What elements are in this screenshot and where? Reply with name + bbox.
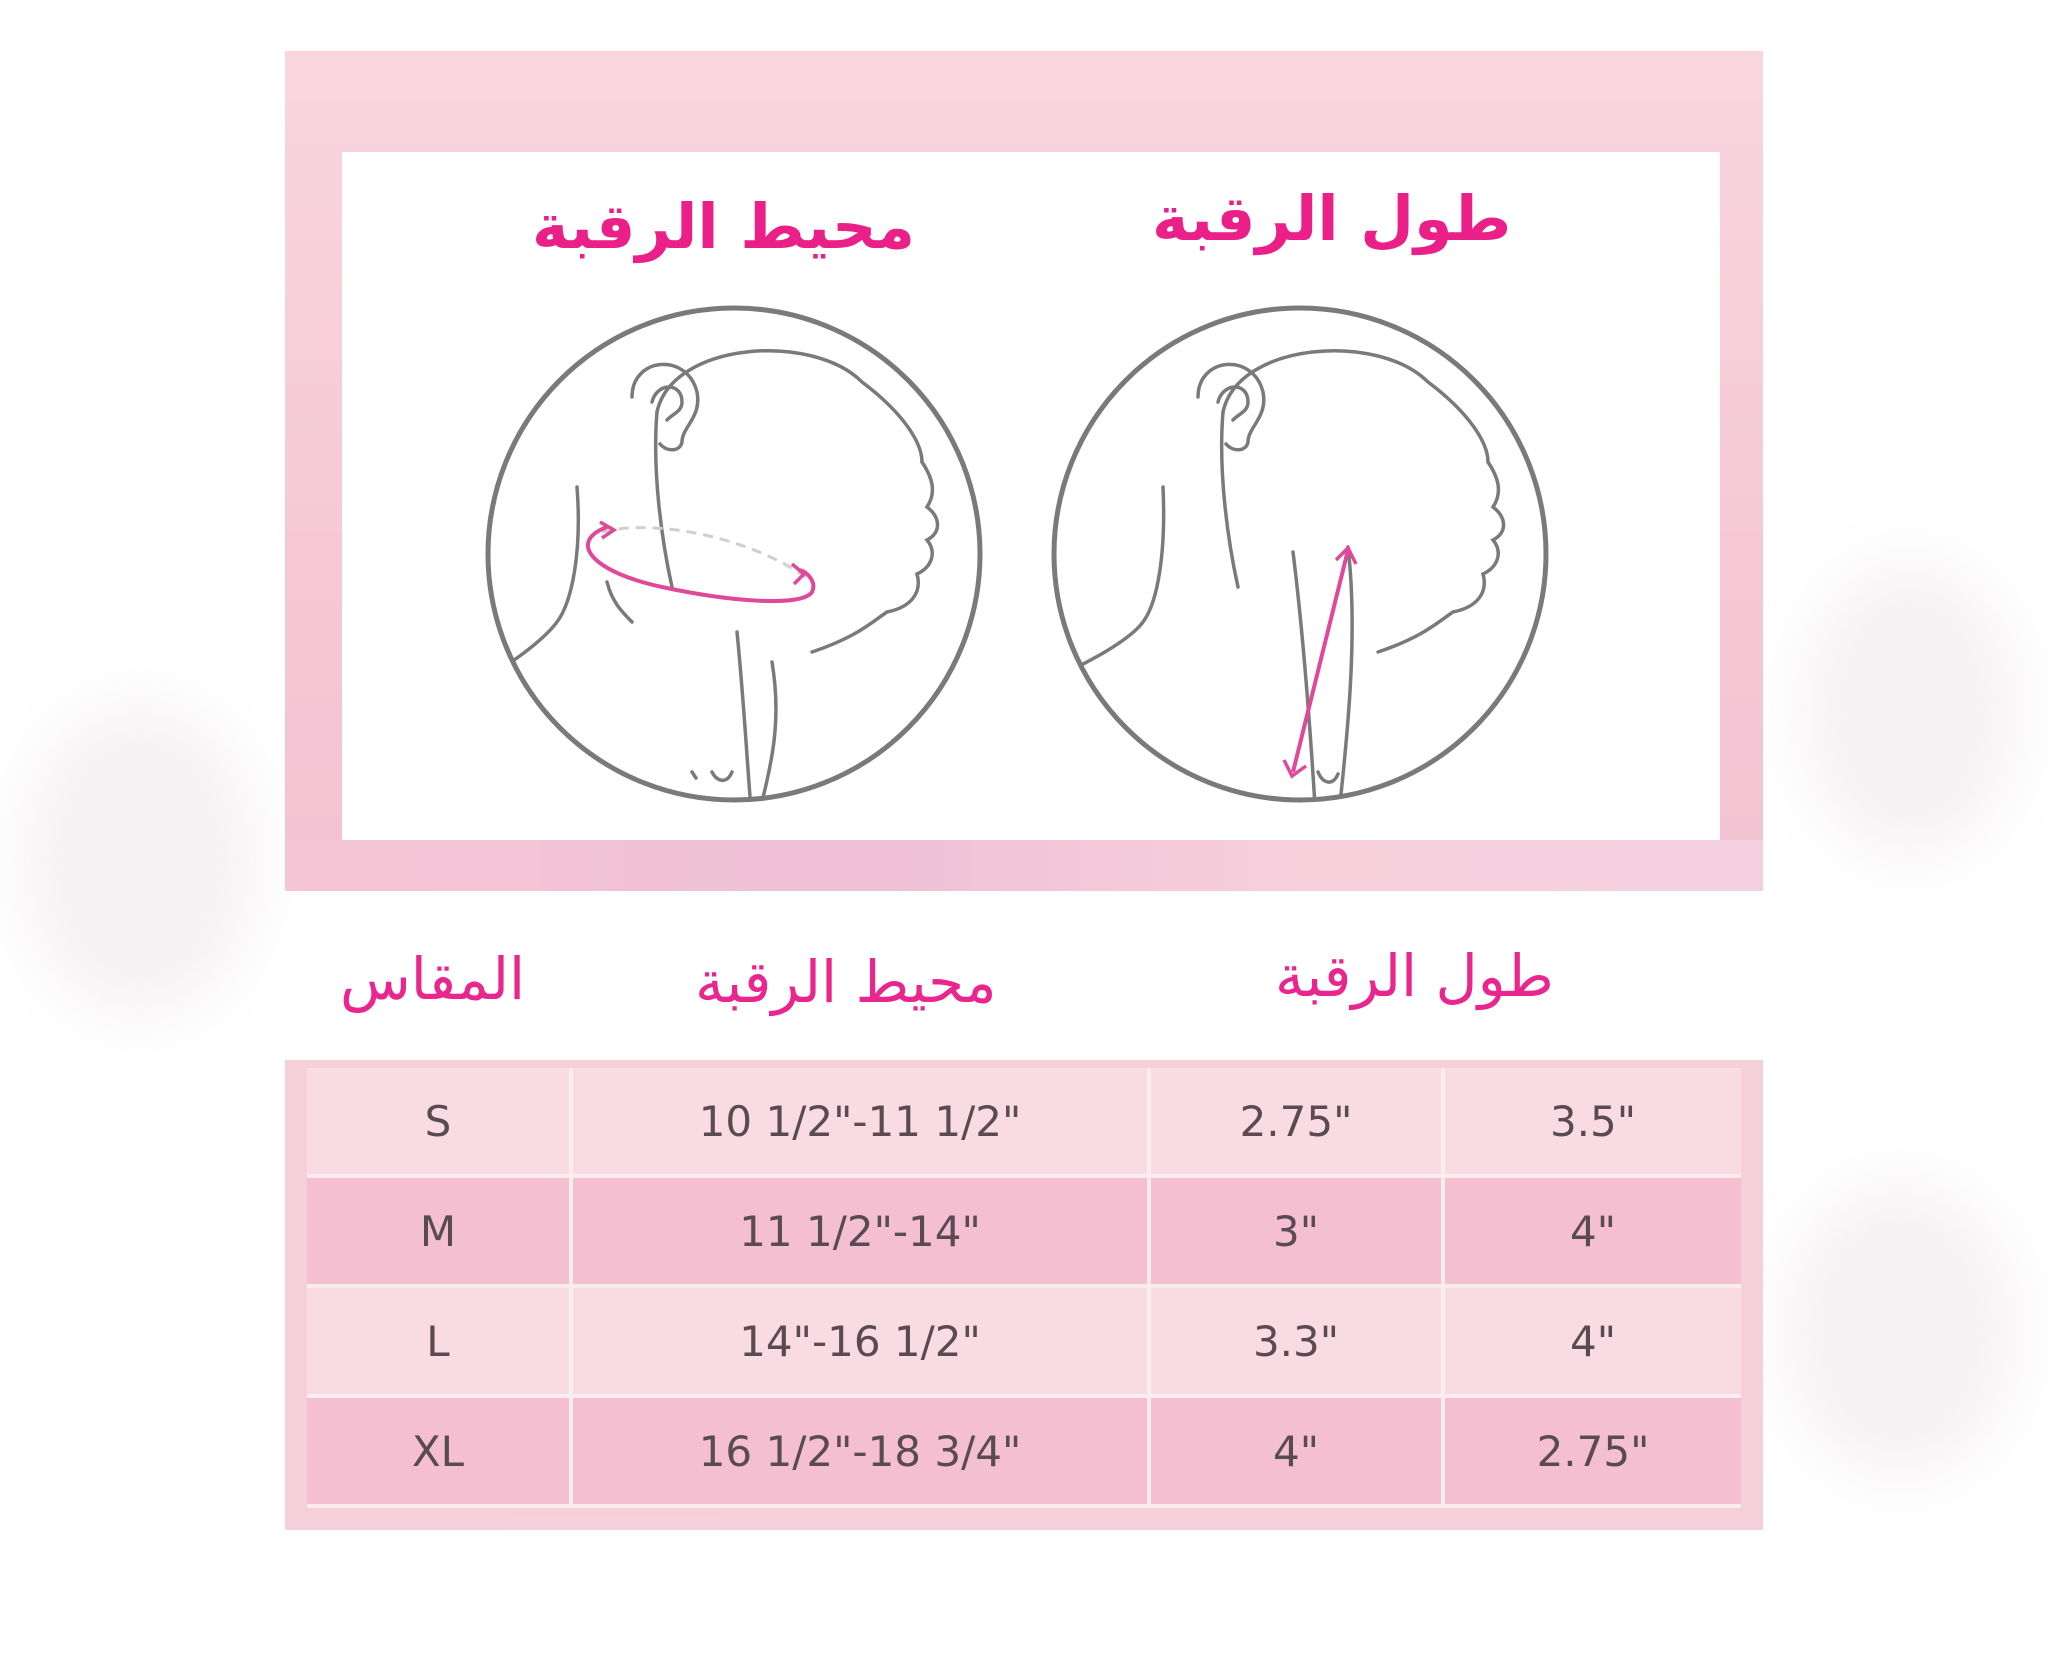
background-blur <box>1780 1180 2020 1480</box>
length-cell: 3.3" <box>1252 1316 1340 1366</box>
length-title: طول الرقبة <box>1152 182 1512 255</box>
measurement-illustration <box>342 152 1720 840</box>
neck-length-diagram <box>1048 302 1568 822</box>
length-cell: 4" <box>1569 1316 1617 1366</box>
table-row <box>307 1178 1741 1284</box>
size-cell: L <box>426 1316 450 1366</box>
size-table <box>285 1060 1763 1530</box>
size-cell: S <box>424 1096 452 1146</box>
header-length: طول الرقبة <box>1275 942 1554 1010</box>
circumference-cell: 10 1/2"-11 1/2" <box>698 1096 1022 1146</box>
row-divider <box>307 1504 1741 1508</box>
row-divider <box>307 1394 1741 1398</box>
illustration-panel-strip <box>285 840 1763 891</box>
neck-circumference-diagram <box>482 302 1002 822</box>
length-cell: 2.75" <box>1239 1096 1353 1146</box>
circumference-title: محيط الرقبة <box>532 190 915 263</box>
row-divider <box>307 1174 1741 1178</box>
row-divider <box>307 1284 1741 1288</box>
size-cell: M <box>419 1206 457 1256</box>
circumference-cell: 14"-16 1/2" <box>739 1316 981 1366</box>
table-row <box>307 1288 1741 1394</box>
length-cell: 3" <box>1272 1206 1320 1256</box>
header-circumference: محيط الرقبة <box>695 948 997 1016</box>
table-row <box>307 1068 1741 1174</box>
length-cell: 2.75" <box>1536 1426 1650 1476</box>
background-blur <box>20 700 260 1020</box>
circumference-cell: 11 1/2"-14" <box>739 1206 981 1256</box>
length-cell: 3.5" <box>1549 1096 1637 1146</box>
length-cell: 4" <box>1272 1426 1320 1476</box>
circumference-cell: 16 1/2"-18 3/4" <box>698 1426 1022 1476</box>
bottom-accent <box>510 1515 720 1530</box>
header-size: المقاس <box>340 945 526 1013</box>
length-cell: 4" <box>1569 1206 1617 1256</box>
size-cell: XL <box>411 1426 465 1476</box>
table-row <box>307 1398 1741 1504</box>
background-blur <box>1800 560 2020 860</box>
